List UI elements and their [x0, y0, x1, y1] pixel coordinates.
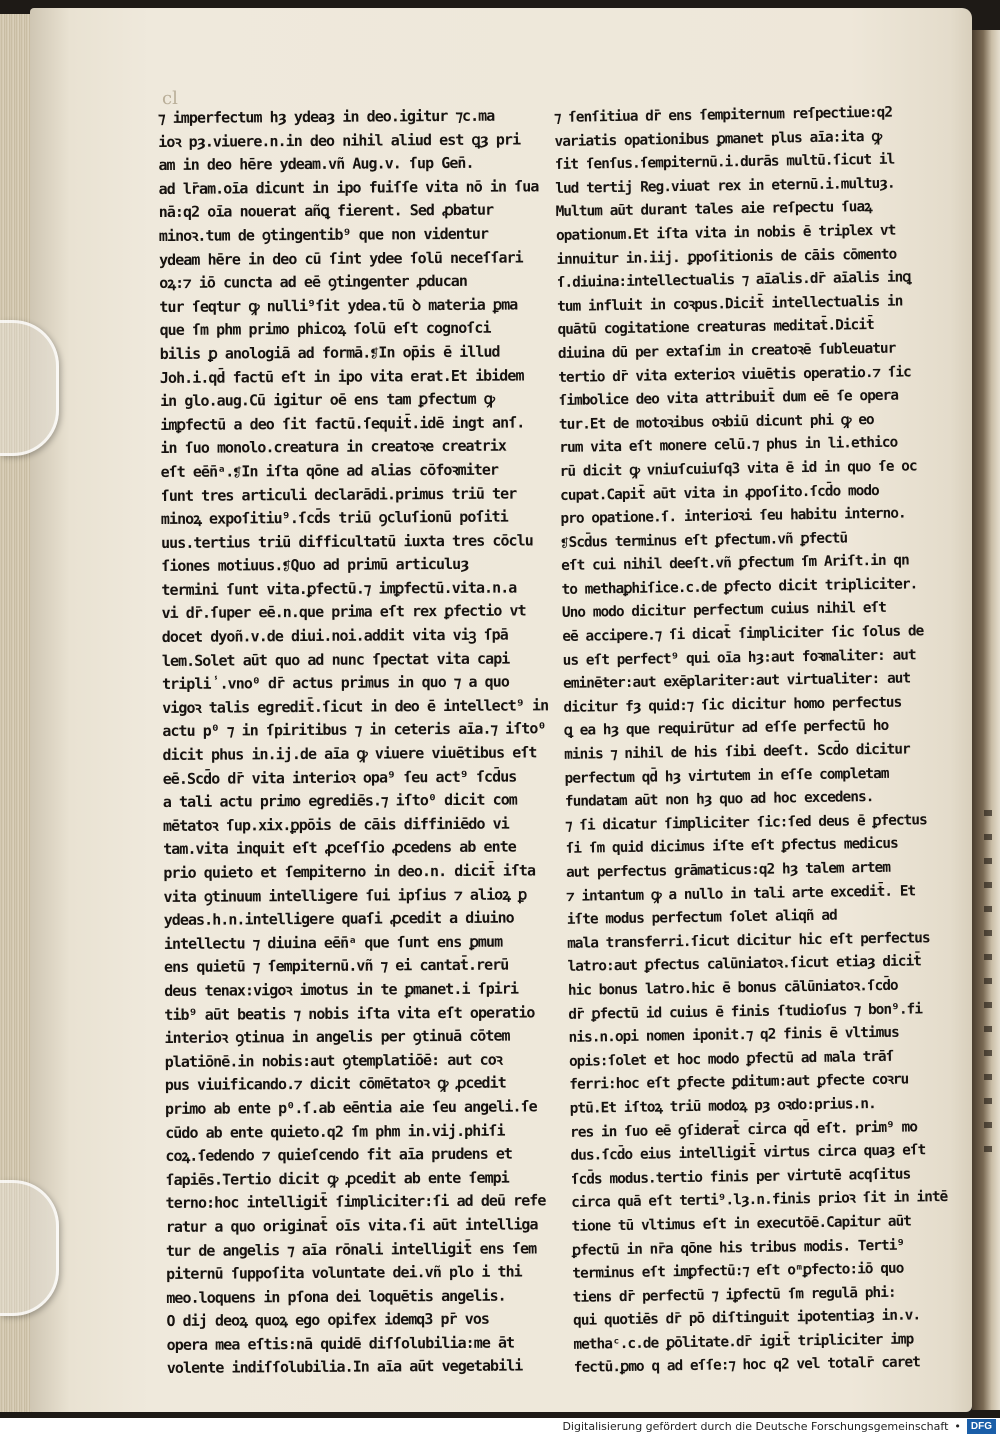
text-line: in glo.aug.Cū igitur oē ens tam ꝑfectum ꝙ [159, 389, 495, 411]
text-line: ſapiēs.Tertio dicit ꝙ ꝓcedit ab ente ſempi [165, 1168, 509, 1189]
text-line: ydeas.h.n.intelligere quaſi ꝓcedit a diuino [163, 908, 514, 930]
text-line: deus tenax:vigoꝛ imotus in te ꝑmanet.i ſpiri [164, 979, 519, 1000]
text-line: eē.Scd̄o dr̄ vita interioꝛ opa⁹ ſeu act⁹ ſcd̄us [162, 767, 517, 788]
text-line: a tali actu primo egrediēs.⁊ iſto⁰ dicit com [162, 790, 517, 812]
text-line: que ſm phm primo phicoꝝ ſolū eſt cognoſci [159, 319, 491, 340]
text-line: perfectum qd̄ hȝ virtutem in eſſe completam [564, 765, 889, 787]
text-line: Joh.i.qd̄ factū eſt in ipo vita erat.Et ibidem [159, 365, 524, 387]
text-line: variatis opationibus ꝑmanet plus aīa:ita ꝙ [554, 128, 882, 150]
text-line: ꝑfectū in nr̄a qōne his tribus modis. Terti⁹ [571, 1237, 905, 1259]
text-line: platiōnē.in nobis:aut ꝯtemplatiōē: aut coꝛ [164, 1050, 502, 1071]
text-line: rū dicit ꝙ vniuſcuiuſq3 vita ē id in quo ſe oc [559, 458, 917, 480]
book-clip-bottom [0, 1180, 59, 1316]
text-line: hic bonus latro.hic ē bonus cālūniatoꝛ.ſcd̄o [567, 977, 898, 999]
text-line: in ſuo monolo.creatura in creatoꝛe creatrix [160, 436, 506, 458]
text-line: eſt eēn̄ᵃ.❡In iſta qōne ad alias cōfoꝛmiter [160, 460, 499, 481]
text-line: vita ꝯtinuum intelligere ſui ipſius ⁊ alioꝝ ꝑ [163, 885, 527, 906]
footer-credit: Digitalisierung gefördert durch die Deutsche Forschungsgemeinschaft [562, 1420, 949, 1433]
text-line: tam.vita inquit eſt ꝓceſſio ꝓcedens ab ente [163, 837, 516, 859]
text-line: primo ab ente p⁰.ſ.ab eēntia aie ſeu angeli.ſe [164, 1097, 537, 1118]
text-line: docet dyoñ.v.de diui.noi.addit vita viꝫ ſpā [161, 625, 508, 647]
text-line: ꝗ ea hȝ que requirūtur ad eſſe perfectū ho [563, 718, 889, 740]
text-line: volente indiſſolubilia.In aīa aūt vegetabili [166, 1356, 523, 1378]
text-line: ſunt tres articuli declarādi.primus triū ter [160, 484, 517, 505]
text-line: diuina dū per extaſim in creatoꝛē ſubleuatur [557, 340, 896, 362]
text-line: tripli̾.vno⁰ dr̄ actus primus in quo ⁊ a quo [161, 672, 509, 694]
text-line: O dij deoꝝ quoꝝ ego opifex idemq3 pr̄ vos [166, 1310, 490, 1331]
text-line: us eſt perfect⁹ qui oīa hȝ:aut foꝛmaliter: aut [562, 647, 916, 669]
text-line: eminēter:aut exēplariter:aut virtualiter: aut [562, 670, 911, 693]
text-line: bilis ꝑ anologiā ad formā.❡In op̄is ē illud [159, 342, 500, 363]
text-line: ſit ſenſus.ſempiternū.i.durās multū.ſicut il [554, 151, 895, 174]
text-line: dicit phus in.ij.de aīa ꝙ viuere viuētibus eſt [162, 743, 537, 765]
text-line: terminus eſt imꝑfectū:⁊ eſt oᵐꝑfecto:iō quo [572, 1260, 904, 1282]
text-line: innuitur in.iij. ꝑpoſitionis de cāis cōmento [556, 246, 897, 268]
text-line: ſcd̄s modus.tertio finis per virtutē acqſitus [570, 1166, 911, 1188]
text-line: quātū cogitatione creaturas meditat̄.Dicit̄ [557, 317, 874, 339]
text-line: to methaꝑhiſice.c.de ꝑfecto dicit tripliciter. [561, 576, 918, 598]
text-line: iſte modus perfectum ſolet aliqñ ad [566, 907, 837, 929]
text-line: opationum.Et iſta vita in nobis ē triplex vt [555, 222, 896, 244]
text-line: fundatam aūt non hȝ quo ad hoc excedens. [564, 789, 874, 811]
text-line: ⁊ ſi dicatur ſimpliciter ſic:ſed deus ē ꝑfectus [565, 812, 927, 834]
text-line: eē accipere.⁊ ſi dicat̄ ſimpliciter ſic ſolus de [562, 623, 924, 645]
text-line: cupat.Capit̄ aūt vita in ꝓpoſito.ſcd̄o modo [559, 482, 879, 504]
footer-bar [0, 1418, 1000, 1435]
text-line: pro opatione.ſ. interioꝛi ſeu habitu interno. [560, 505, 906, 528]
text-line: imꝑfectū a deo ſit factū.ſequit̄.idē ingt anſ. [160, 413, 525, 434]
text-line: tur.Et de motoꝛibus oꝛbiū dicunt phi ꝙ eo [558, 411, 874, 433]
text-line: tiens dr̄ perfectū ⁊ iꝑfectū ſm regulā phi: [572, 1284, 896, 1306]
text-line: circa quā eſt terti⁹.lȝ.n.finis prioꝛ ſit in intē [571, 1189, 948, 1212]
text-line: coꝝ.ſedendo ⁊ quieſcendo fit aīa prudens et [165, 1144, 513, 1166]
text-line: ens quietū ⁊ ſempiternū.vñ ⁊ ei cantat̄.rerū [163, 955, 509, 977]
text-line: piternū ſuppoſita voluntate dei.vñ plo i thi [166, 1262, 522, 1284]
text-line: qui quotiēs dr̄ pō diſtinguit ipotentiaȝ in.v. [572, 1307, 921, 1330]
text-line: rum vita eſt monere celū.⁊ phus in li.ethico [559, 434, 898, 457]
text-line: meo.loquens in pſona dei loquētis angelis. [166, 1286, 506, 1307]
text-line: tur ſeqtur ꝙ nulli⁹ſit ydea.tū ꝺ materia ꝑma [159, 295, 518, 316]
text-line: ad lr̄am.oīa dicunt in ipo fuiſſe vita nō in ſua [158, 177, 539, 198]
text-line: methaᶜ.c.de ꝑōlitate.dr̄ igit̄ tripliciter imp [573, 1331, 914, 1353]
text-line: cūdo ab ente quieto.q2 ſm phm in.vij.phiſi [165, 1121, 505, 1142]
book-clip-top [0, 320, 59, 456]
text-line: tum influit in coꝛpus.Dicit̄ intellectualis in [557, 293, 903, 315]
text-line: pus viuificando.⁊ dicit cōmētatoꝛ ꝙ ꝓcedit [164, 1073, 506, 1095]
text-line: ptū.Et iſtoꝝ triū modoꝝ pȝ oꝛdo:prius.n. [569, 1096, 876, 1117]
text-line: Multum aūt durant tales aie reſpectu ſuaꝝ [555, 199, 872, 221]
left-text-column [158, 104, 557, 1378]
text-line: aut perfectus grāmaticus:q2 hȝ talem artem [565, 859, 891, 881]
text-line: eſt cui nihil deeſt.vñ ꝑfectum ſm Ariſt.in qn [561, 552, 909, 575]
text-line: ⁊ ſenſitiua dr̄ ens ſempiternum reſpectiue:q2 [554, 104, 893, 126]
text-line: minis ⁊ nihil de his ſibi deeſt. Scd̄o dicitur [564, 741, 910, 763]
text-line: terno:hoc intelligit̄ ſimpliciter:ſi ad deū refe [165, 1191, 546, 1213]
text-line: ferri:hoc eſt ꝑfecte ꝑditum:aut ꝑfecte coꝛru [569, 1071, 909, 1094]
text-line: tib⁹ aūt beatis ⁊ nobis iſta vita eſt operatio [164, 1002, 535, 1024]
text-line: ratur a quo originat̄ oīs vita.ſi aūt intelliga [165, 1215, 538, 1236]
text-line: mala transferri.ſicut dicitur hic eſt perfectus [567, 929, 930, 952]
text-line: Uno modo dicitur perfectum cuius nihil eſt [561, 600, 887, 622]
text-line: latro:aut ꝑfectus calūniatoꝛ.ſicut etiaȝ dicit̄ [567, 953, 922, 976]
text-line: minoꝝ expoſitiu⁹.ſcd̄s triū ꝯcluſionū poſiti [160, 507, 508, 529]
text-line: ſimbolice deo vita attribuit̄ dum eē ſe opera [558, 387, 899, 410]
text-line: ioꝛ pȝ.viuere.n.in deo nihil aliud est ꝗȝ pri [158, 130, 521, 151]
text-line: uus.tertius triū difficultatū iuxta tres cōclu [160, 531, 533, 552]
text-line: termini ſunt vita.ꝑfectū.⁊ imꝑfectū.vita.n.a [161, 578, 517, 599]
text-line: ydeam hēre in deo cū ſint ydee ſolū neceſſari [159, 248, 523, 269]
text-line: tertio dr̄ vita exterioꝛ viuētis operatio.⁊ ſic [558, 363, 911, 386]
text-line: actu p⁰ ⁊ in ſpiritibus ⁊ in ceteris aīa.⁊ iſto⁰ [162, 719, 546, 741]
text-line: lem.Solet aūt quo ad nunc ſpectat vita capi [161, 649, 510, 670]
text-line: tione tū vltimus eſt in executōē.Capitur aūt [571, 1213, 912, 1235]
text-line: tur de angelis ⁊ aīa rōnali intelligit̄ ens ſem [165, 1238, 537, 1260]
text-line: lud tertij Reg.viuat rex in eternū.i.multuȝ. [555, 175, 895, 197]
text-line: ſ.diuina:intellectualis ⁊ aīalis.dr̄ aīalis inꝗ [556, 269, 911, 292]
text-line: fectū.ꝑmo q ad eſſe:⁊ hoc q2 vel totalr̄ caret [573, 1354, 920, 1377]
text-line: prio quieto et ſempiterno in deo.n. dicit̄ iſta [163, 861, 536, 882]
text-line: dr̄ ꝑfectū id cuius ē finis ſtudioſus ⁊ bon⁹.fi [568, 1000, 923, 1023]
text-line: vigoꝛ talis egredit̄.ſicut in deo ē intellect⁹ in [162, 696, 549, 717]
folio-number: cl [162, 88, 178, 109]
text-line: ſiones motiuus.❡Quo ad primū articuluȝ [161, 555, 469, 576]
text-line: ⁊ imperfectum hȝ ydeaȝ in deo.igitur ⁊c.ma [158, 106, 495, 127]
text-line: interioꝛ ꝯtinua in angelis per ꝯtinuā cōtem [164, 1026, 510, 1048]
text-line: ſi ſm quid dicimus iſte eſt ꝑfectus medicus [565, 836, 898, 858]
footer-separator: • [954, 1420, 961, 1433]
text-line: minoꝛ.tum de ꝯtingentib⁹ que non videntur [158, 224, 489, 245]
text-line: vi dr̄.ſuper eē.n.que prima eſt rex ꝑfectio vt [161, 601, 526, 623]
text-line: intellectu ⁊ diuina eēn̄ᵃ que ſunt ens ꝑmum [163, 932, 503, 953]
text-line: ⁊ intantum ꝙ a nullo in tali arte excedit̄. Et [566, 883, 916, 905]
text-line: oꝝ:⁊ iō cuncta ad eē ꝯtingenter ꝓducan [159, 272, 468, 293]
text-line: opis:ſolet et hoc modo ꝑfectū ad mala trāſ [568, 1048, 894, 1070]
text-line: opera mea eſtis:nā quidē diſſolubilia:me āt [166, 1333, 515, 1354]
text-line: dus.ſcd̄o eius intelligit̄ virtus circa quaȝ eſt [570, 1142, 926, 1164]
text-line: am in deo hēre ydeam.vñ Aug.v. ſup Gen̄. [158, 153, 474, 175]
text-line: nā:q2 oīa nouerat añꝗ fierent. Sed ꝓbatur [158, 201, 494, 222]
text-line: nis.n.opi nomen iponit.⁊ q2 finis ē vltimus [568, 1024, 899, 1047]
text-line: mētatoꝛ ſup.xix.ꝑpōis de cāis diffiniēdo vi [162, 814, 509, 835]
text-line: dicitur fȝ quid:⁊ ſic dicitur homo perfectus [563, 694, 902, 716]
text-line: res in ſuo eē ꝯſiderat̄ circa qd̄ eſt. prim⁹ mo [569, 1118, 918, 1141]
facing-page-edge [972, 30, 1000, 1410]
text-line: ❡Scd̄us terminus eſt ꝑfectum.vñ ꝑfectū [560, 530, 848, 551]
dfg-logo[interactable]: DFG [967, 1419, 996, 1434]
right-text-column [554, 101, 963, 1377]
